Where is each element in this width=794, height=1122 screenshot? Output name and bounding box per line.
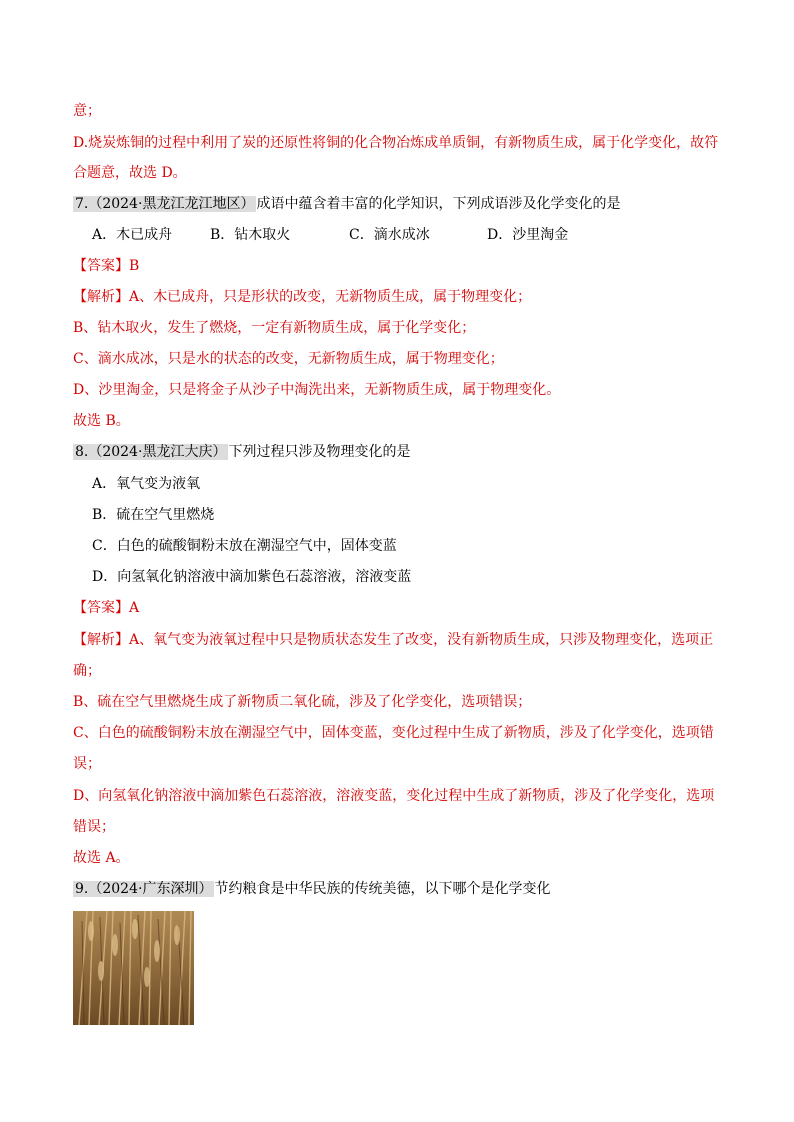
question-7-option-d: D．沙里淘金: [487, 227, 569, 243]
question-9-source: （2024·广东深圳）: [88, 881, 213, 897]
question-7-analysis-line: D、沙里淘金，只是将金子从沙子中淘洗出来，无新物质生成，属于物理变化。: [73, 382, 561, 398]
question-7-answer: 【答案】B: [73, 258, 140, 274]
question-8-text: 下列过程只涉及物理变化的是: [228, 444, 411, 460]
question-7-source: （2024·黑龙江龙江地区）: [88, 196, 255, 212]
question-8-option-c: C．白色的硫酸铜粉末放在潮湿空气中，固体变蓝: [92, 538, 397, 554]
question-7-option-c: C．滴水成冰: [349, 227, 430, 243]
question-7-stem: [73, 194, 620, 214]
question-8-analysis-line: 错误；: [73, 819, 115, 835]
question-7-analysis-line: C、滴水成冰，只是水的状态的改变，无新物质生成，属于物理变化；: [73, 351, 504, 367]
prev-analysis-line: D.烧炭炼铜的过程中利用了炭的还原性将铜的化合物冶炼成单质铜，有新物质生成，属于化学变化，故符: [73, 135, 719, 151]
question-7-analysis-line: 【解析】A、木已成舟，只是形状的改变，无新物质生成，属于物理变化；: [73, 289, 532, 305]
question-8-analysis-line: C、白色的硫酸铜粉末放在潮湿空气中，固体变蓝，变化过程中生成了新物质，涉及了化学变化，选项错: [73, 725, 714, 741]
question-7-option-a: A．木已成舟: [92, 227, 173, 243]
question-8-number: 8.: [75, 444, 89, 460]
question-8-analysis-line: 确；: [73, 663, 101, 679]
question-8-option-b: B．硫在空气里燃烧: [92, 507, 215, 523]
question-7-source-tag: [73, 196, 256, 212]
question-8-analysis-line: 【解析】A、氧气变为液氧过程中只是物质状态发生了改变，没有新物质生成，只涉及物理变化，选项正: [73, 632, 714, 648]
question-9-text: 节约粮食是中华民族的传统美德，以下哪个是化学变化: [214, 881, 551, 897]
prev-analysis-line: 合题意，故选 D。: [73, 165, 187, 181]
question-7-number: 7.: [75, 196, 89, 212]
question-8-analysis-line: 故选 A。: [73, 850, 130, 866]
question-7-analysis-line: B、钻木取火，发生了燃烧，一定有新物质生成，属于化学变化；: [73, 320, 476, 336]
question-9-stem: [73, 879, 550, 899]
prev-analysis-line: 意；: [73, 103, 101, 119]
question-7-text: 成语中蕴含着丰富的化学知识，下列成语涉及化学变化的是: [256, 196, 621, 212]
question-8-stem: [73, 442, 410, 462]
question-8-source-tag: [73, 444, 228, 460]
question-8-option-a: A．氧气变为液氧: [92, 476, 201, 492]
question-8-answer: 【答案】A: [73, 600, 140, 616]
question-7-analysis-line: 故选 B。: [73, 413, 130, 429]
question-8-analysis-line: B、硫在空气里燃烧生成了新物质二氧化硫，涉及了化学变化，选项错误；: [73, 694, 532, 710]
question-9-number: 9.: [75, 881, 89, 897]
question-8-analysis-line: D、向氢氧化钠溶液中滴加紫色石蕊溶液，溶液变蓝，变化过程中生成了新物质，涉及了化学变化，选项: [73, 788, 715, 804]
question-9-source-tag: [73, 881, 214, 897]
wheat-photo: [73, 911, 194, 1025]
question-8-analysis-line: 误；: [73, 756, 101, 772]
question-8-source: （2024·黑龙江大庆）: [88, 444, 227, 460]
question-8-option-d: D．向氢氧化钠溶液中滴加紫色石蕊溶液，溶液变蓝: [92, 569, 412, 585]
question-7-option-b: B．钻木取火: [210, 227, 291, 243]
